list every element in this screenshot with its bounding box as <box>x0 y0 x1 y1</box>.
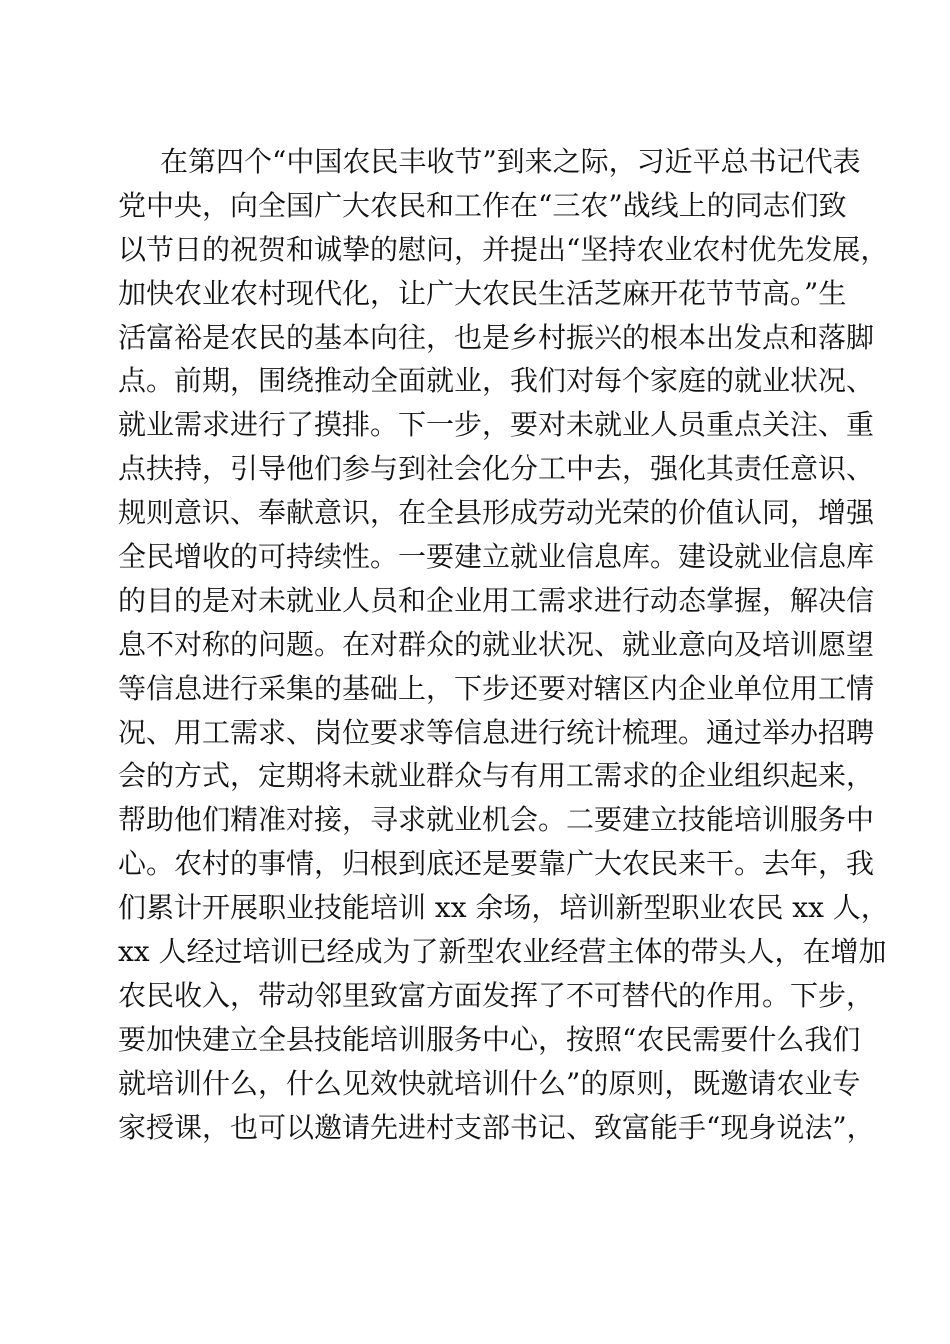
text-line: 以节日的祝贺和诚挚的慰问，并提出“坚持农业农村优先发展， <box>118 232 889 266</box>
text-line: 等信息进行采集的基础上，下步还要对辖区内企业单位用工情 <box>118 671 875 705</box>
text-line: 况、用工需求、岗位要求等信息进行统计梳理。通过举办招聘 <box>118 715 875 749</box>
text-line: 党中央，向全国广大农民和工作在“三农”战线上的同志们致 <box>118 188 847 222</box>
text-line: 心。农村的事情，归根到底还是要靠广大农民来干。去年，我 <box>118 847 875 881</box>
text-line: 农民收入，带动邻里致富方面发挥了不可替代的作用。下步， <box>118 978 875 1012</box>
text-line: 就业需求进行了摸排。下一步，要对未就业人员重点关注、重 <box>118 408 875 442</box>
text-line: 的目的是对未就业人员和企业用工需求进行动态掌握，解决信 <box>118 583 875 617</box>
text-line: 们累计开展职业技能培训 xx 余场，培训新型职业农民 xx 人， <box>118 891 889 925</box>
text-line: 活富裕是农民的基本向往，也是乡村振兴的根本出发点和落脚 <box>118 320 875 354</box>
text-line: 加快农业农村现代化，让广大农民生活芝麻开花节节高。”生 <box>118 276 847 310</box>
text-line: 帮助他们精准对接，寻求就业机会。二要建立技能培训服务中 <box>118 803 875 837</box>
text-line: 会的方式，定期将未就业群众与有用工需求的企业组织起来， <box>118 759 875 793</box>
text-line: xx 人经过培训已经成为了新型农业经营主体的带头人，在增加 <box>118 935 887 969</box>
body-paragraph <box>118 140 889 1149</box>
text-line: 全民增收的可持续性。一要建立就业信息库。建设就业信息库 <box>118 540 875 574</box>
text-line: 点。前期，围绕推动全面就业，我们对每个家庭的就业状况、 <box>118 364 875 398</box>
text-line: 家授课，也可以邀请先进村支部书记、致富能手“现身说法”， <box>118 1110 875 1144</box>
text-line: 息不对称的问题。在对群众的就业状况、就业意向及培训愿望 <box>118 627 875 661</box>
text-line: 就培训什么，什么见效快就培训什么”的原则，既邀请农业专 <box>118 1066 861 1100</box>
text-line: 在第四个“中国农民丰收节”到来之际，习近平总书记代表 <box>160 145 861 178</box>
text-line: 点扶持，引导他们参与到社会化分工中去，强化其责任意识、 <box>118 452 875 486</box>
text-line: 要加快建立全县技能培训服务中心，按照“农民需要什么我们 <box>118 1022 861 1056</box>
text-line: 规则意识、奉献意识，在全县形成劳动光荣的价值认同，增强 <box>118 496 875 530</box>
